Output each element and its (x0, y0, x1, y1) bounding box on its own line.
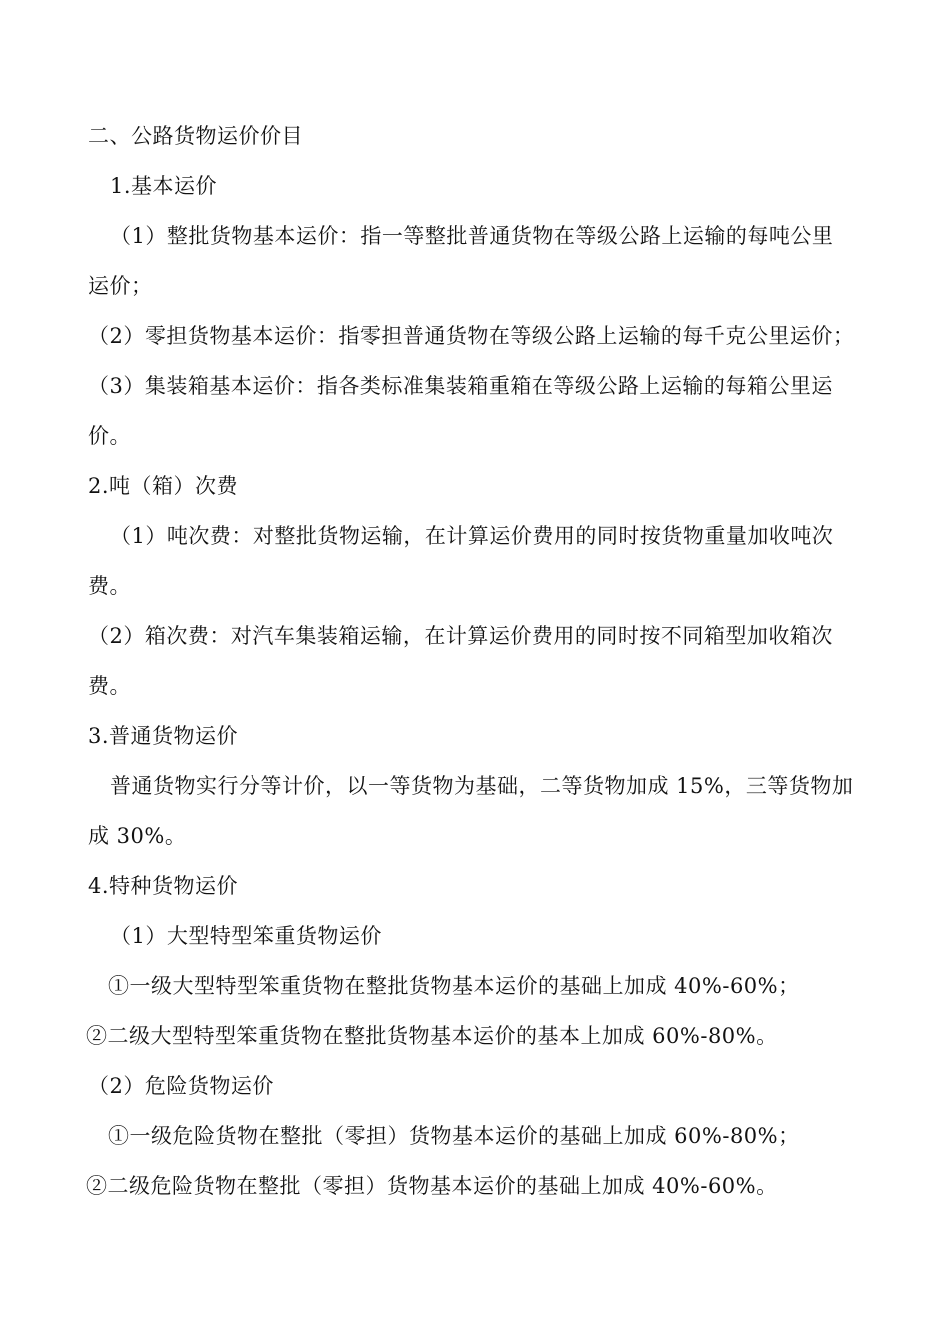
subsection-heading-basic-rate: 1.基本运价 (110, 174, 218, 198)
paragraph-line: 普通货物实行分等计价，以一等货物为基础，二等货物加成 15%，三等货物加 (110, 774, 854, 798)
paragraph-line: 运价； (88, 274, 153, 298)
list-item: ①一级危险货物在整批（零担）货物基本运价的基础上加成 60%-80%； (108, 1124, 800, 1148)
subsection-heading-special-cargo: 4.特种货物运价 (88, 874, 239, 898)
paragraph-line: （2）箱次费：对汽车集装箱运输，在计算运价费用的同时按不同箱型加收箱次 (88, 624, 833, 648)
paragraph-line: 价。 (88, 424, 131, 448)
paragraph-line: 成 30%。 (88, 824, 187, 848)
paragraph-line: （1）整批货物基本运价：指一等整批普通货物在等级公路上运输的每吨公里 (110, 224, 834, 248)
list-heading-dangerous-goods: （2）危险货物运价 (88, 1074, 274, 1098)
list-item: ②二级大型特型笨重货物在整批货物基本运价的基本上加成 60%-80%。 (86, 1024, 778, 1048)
subsection-heading-general-cargo: 3.普通货物运价 (88, 724, 239, 748)
paragraph-line: （3）集装箱基本运价：指各类标准集装箱重箱在等级公路上运输的每箱公里运 (88, 374, 833, 398)
paragraph-line: （2）零担货物基本运价：指零担普通货物在等级公路上运输的每千克公里运价； (88, 324, 855, 348)
paragraph-line: 费。 (88, 574, 131, 598)
paragraph-line: 费。 (88, 674, 131, 698)
list-item: ②二级危险货物在整批（零担）货物基本运价的基础上加成 40%-60%。 (86, 1174, 778, 1198)
paragraph-line: （1）吨次费：对整批货物运输，在计算运价费用的同时按货物重量加收吨次 (110, 524, 834, 548)
section-heading: 二、公路货物运价价目 (88, 124, 303, 148)
subsection-heading-ton-fee: 2.吨（箱）次费 (88, 474, 239, 498)
list-heading-oversize: （1）大型特型笨重货物运价 (110, 924, 382, 948)
list-item: ①一级大型特型笨重货物在整批货物基本运价的基础上加成 40%-60%； (108, 974, 800, 998)
